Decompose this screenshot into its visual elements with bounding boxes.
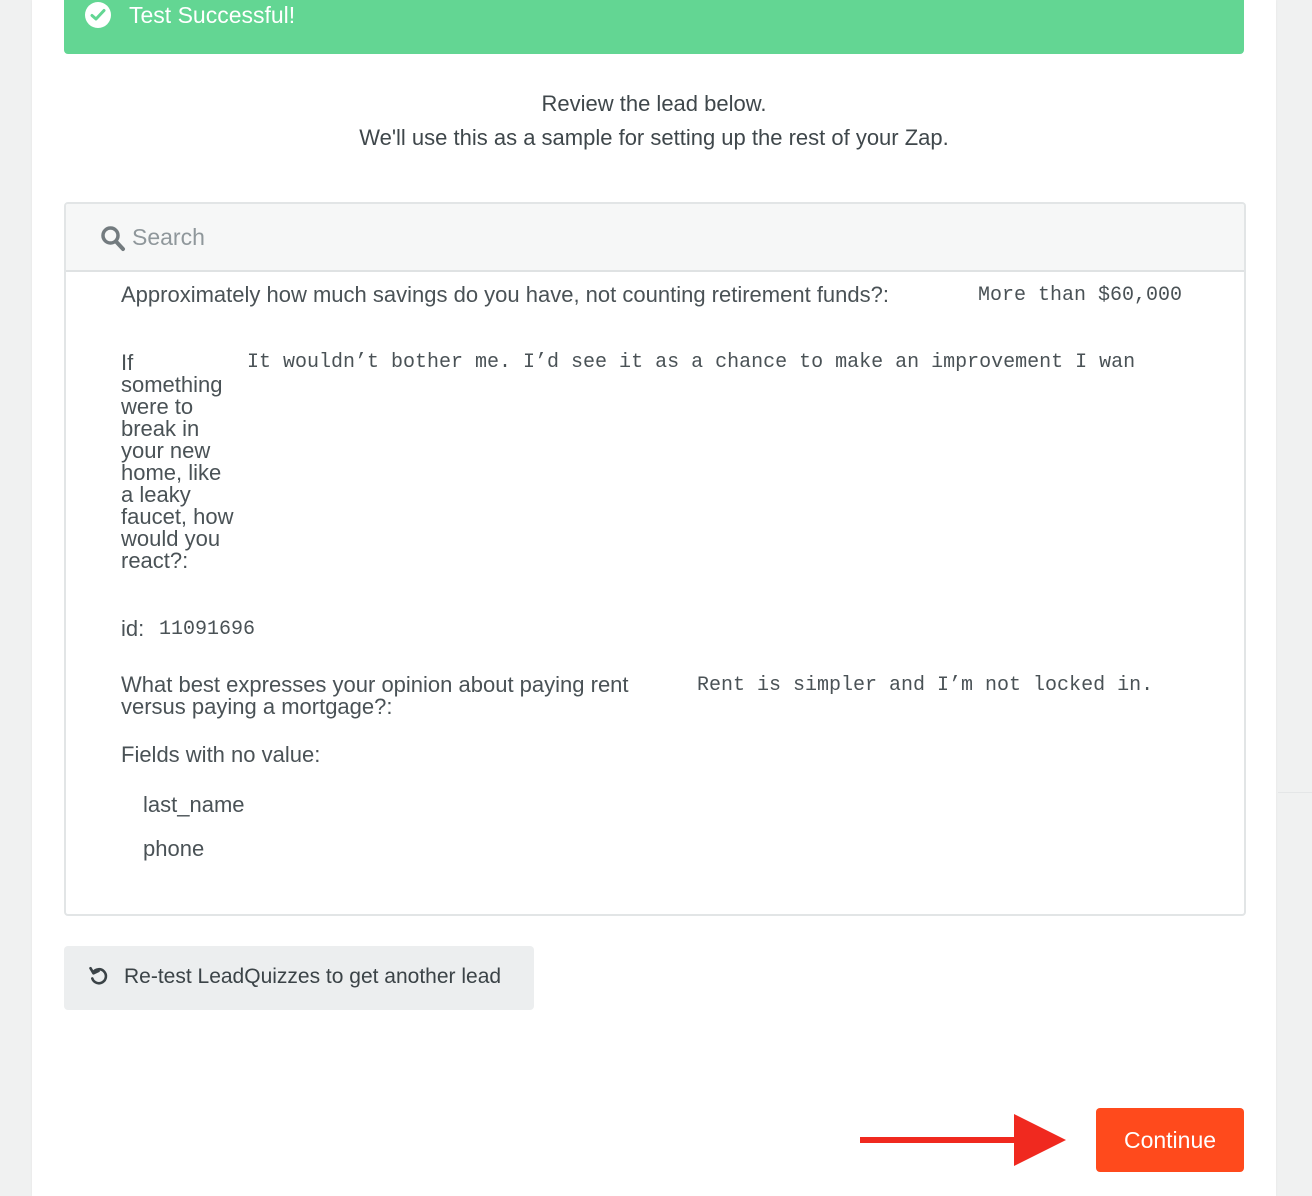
lead-fields	[66, 272, 1244, 912]
search-bar	[66, 204, 1244, 272]
field-label-id: id:	[121, 616, 145, 641]
empty-fields-heading: Fields with no value:	[121, 742, 321, 767]
field-label-rent-opinion: What best expresses your opinion about paying rent versus paying a mortgage?:	[121, 672, 629, 719]
check-circle-icon	[85, 2, 111, 28]
search-icon	[100, 225, 126, 253]
lead-panel	[64, 202, 1246, 916]
empty-field-item: last_name	[143, 792, 245, 817]
search-input[interactable]	[132, 219, 732, 255]
refresh-icon	[88, 965, 110, 987]
divider	[1278, 792, 1312, 793]
field-label-savings: Approximately how much savings do you have, not counting retirement funds?:	[121, 282, 889, 307]
field-label-break-reaction: If something were to break in your new home, like a leaky faucet, how would you react?:	[121, 350, 234, 573]
field-value-id: 11091696	[159, 618, 256, 641]
field-value-savings: More than $60,000	[978, 284, 1183, 307]
continue-button[interactable]: Continue	[1096, 1108, 1244, 1172]
field-value-rent-opinion: Rent is simpler and I’m not locked in.	[697, 674, 1154, 697]
retest-button[interactable]	[64, 946, 534, 1010]
empty-field-item: phone	[143, 836, 205, 861]
field-value-break-reaction: It wouldn’t bother me. I’d see it as a chance to make an improvement I wan	[247, 351, 1136, 374]
retest-label: Re-test LeadQuizzes to get another lead	[124, 965, 502, 988]
success-banner	[64, 0, 1244, 54]
intro-line-1: Review the lead below.	[541, 91, 767, 116]
banner-title: Test Successful!	[129, 2, 296, 28]
arrow-right-icon	[858, 1112, 1068, 1168]
intro-line-2: We'll use this as a sample for setting up the rest of your Zap.	[359, 125, 949, 150]
